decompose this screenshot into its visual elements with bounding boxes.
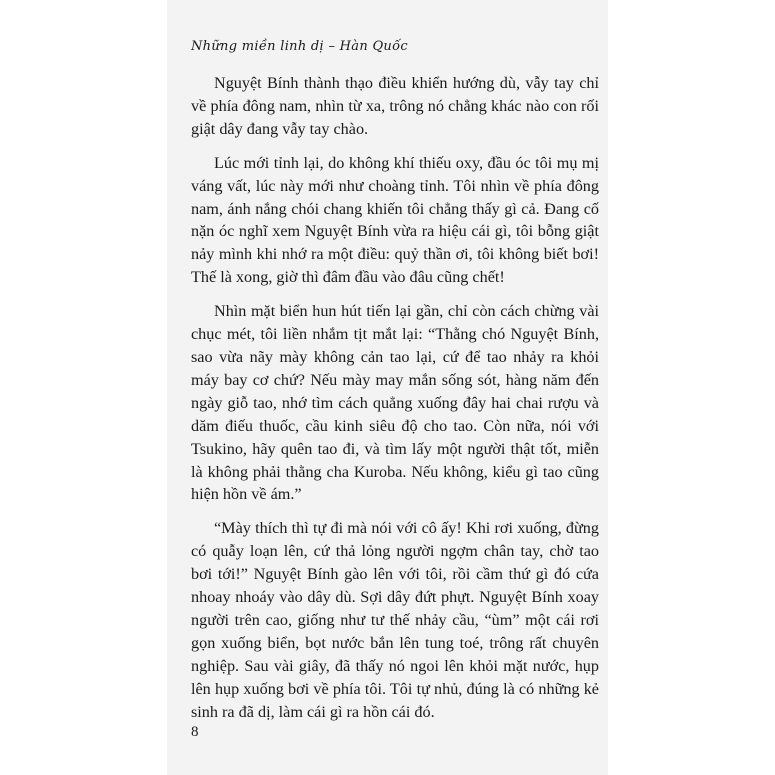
paragraph: “Mày thích thì tự đi mà nói với cô ấy! Khi rơi xuống, đừng có quẫy loạn lên, cứ thả lỏng người ngợm chân tay, chờ tao bơi tới!” Nguyệt Bính gào lên với tôi, rồi cầm thứ gì đó cứa nhoay nhoáy vào dây dù. Sợi dây đứt phựt. Nguyệt Bính xoay người trên cao, giống như tư thế nhảy cầu, “ùm” một cái rơi gọn xuống biển, bọt nước bắn lên tung toé, trông rất chuyên nghiệp. Sau vài giây, đã thấy nó ngoi lên khỏi mặt nước, hụp lên hụp xuống bơi về phía tôi. Tôi tự nhủ, đúng là có những kẻ sinh ra đã dị, làm cái gì ra hồn cái đó. [191,519,599,721]
book-page [167,0,608,775]
page-number: 8 [191,724,199,740]
running-header: Những miền linh dị – Hàn Quốc [191,39,408,54]
paragraph: Lúc mới tỉnh lại, do không khí thiếu oxy, đầu óc tôi mụ mị váng vất, lúc này mới như choàng tỉnh. Tôi nhìn về phía đông nam, ánh nắng chói chang khiến tôi chẳng thấy gì cả. Đang cố nặn óc nghĩ xem Nguyệt Bính vừa ra hiệu cái gì, tôi bỗng giật nảy mình khi nhớ ra một điều: quỷ thần ơi, tôi không biết bơi! Thế là xong, giờ thì đâm đầu vào đâu cũng chết! [191,153,599,287]
body-text [191,72,599,734]
paragraph: Nguyệt Bính thành thạo điều khiển hướng dù, vẫy tay chỉ về phía đông nam, nhìn từ xa, trông nó chẳng khác nào con rối giật dây đang vẫy tay chào. [191,74,599,138]
paragraph: Nhìn mặt biển hun hút tiến lại gần, chỉ còn cách chừng vài chục mét, tôi liền nhắm tịt mắt lại: “Thằng chó Nguyệt Bính, sao vừa nãy mày không cản tao lại, cứ để tao nhảy ra khỏi máy bay cơ chứ? Nếu mày may mắn sống sót, hàng năm đến ngày giỗ tao, nhớ tìm cách quẳng xuống đây hai chai rượu và dăm điếu thuốc, cầu kinh siêu độ cho tao. Còn nữa, nói với Tsukino, hãy quên tao đi, và tìm lấy một người thật tốt, miễn là không phải thằng cha Kuroba. Nếu không, kiểu gì tao cũng hiện hồn về ám.” [191,302,599,504]
